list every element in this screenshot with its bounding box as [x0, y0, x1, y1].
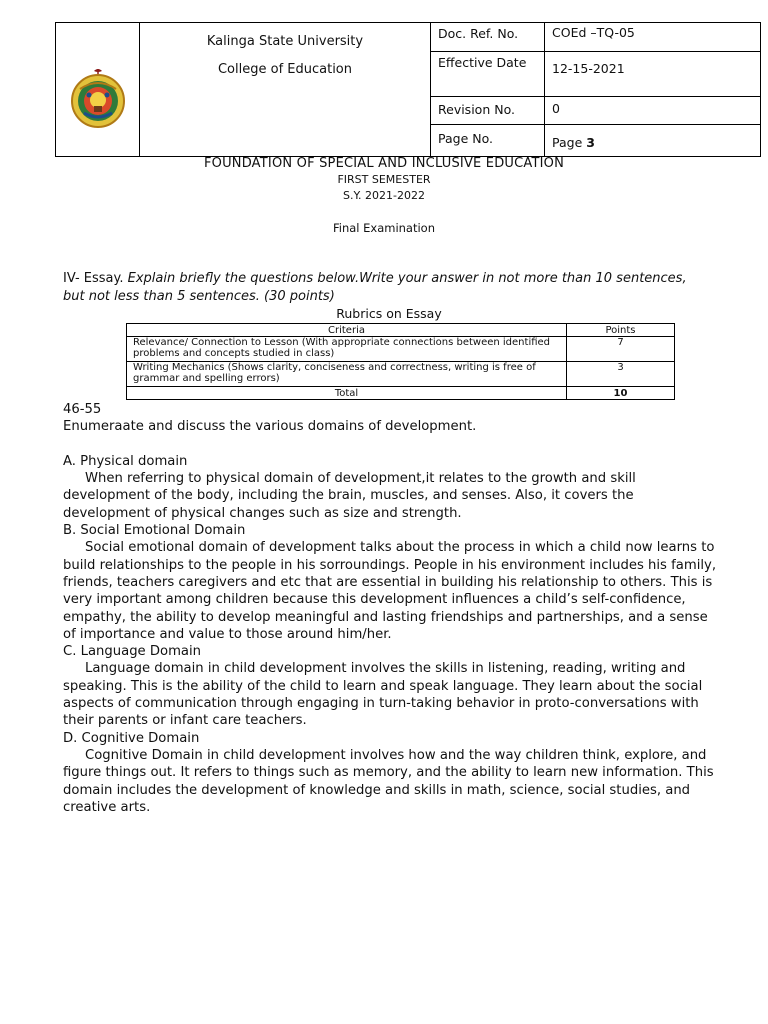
section-heading: B. Social Emotional Domain — [63, 523, 246, 539]
section-text: Language domain in child development involves the skills in listening, reading, writing and speaking. This is the ability of the child to learn and speak language. They learn about the social aspects of communication through engaging in turn-taking behavior in proto-conversations with their parents or infant care teachers. — [63, 661, 703, 729]
course-title: FOUNDATION OF SPECIAL AND INCLUSIVE EDUCATION — [203, 156, 565, 171]
criteria-desc: (Shows clarity, conciseness and correctness, writing is free of grammar and spelling errors) — [133, 362, 536, 384]
exam-type: Final Examination — [332, 221, 436, 235]
rubric-header-points: Points — [567, 324, 675, 337]
rubric-table — [126, 323, 675, 400]
rubric-total-points: 10 — [567, 387, 675, 400]
item-range: 46-55 — [63, 402, 102, 417]
school-year: S.Y. 2021-2022 — [343, 189, 425, 202]
criteria-desc: (With appropriate connections between identified problems and concepts studied in class) — [133, 337, 551, 359]
university-name: Kalinga State University — [206, 34, 364, 49]
section-heading: D. Cognitive Domain — [63, 730, 200, 746]
page-word: Page — [552, 135, 583, 150]
essay-instruction — [63, 270, 703, 306]
criteria-name: Relevance/ Connection to Lesson — [133, 337, 299, 348]
college-name: College of Education — [217, 62, 353, 77]
doc-ref-label: Doc. Ref. No. — [431, 23, 545, 52]
section-text: Social emotional domain of development talks about the process in which a child now learns to build relationships to the people in his sorroundings. People in his environment includes his family, friends, teachers caregivers and etc that are essential in building his relationship to others. This is very important among children because this development influences a child’s self-confidence, empathy, the ability to develop meaningful and lasting friendships and partnerships, and a sense of importance and value to those around him/her. — [63, 540, 717, 642]
rubric-row — [127, 362, 675, 387]
instruction-text: Explain briefly the questions below.Write your answer in not more than 10 sentences, but not less than 5 sentences. (30 points) — [63, 271, 687, 304]
logo-cell — [56, 23, 140, 157]
page-no-value — [545, 125, 761, 157]
page-no-label: Page No. — [431, 125, 545, 157]
question: Enumeraate and discuss the various domains of development. — [63, 419, 477, 435]
document-header-table — [55, 22, 761, 157]
section-heading: A. Physical domain — [63, 453, 188, 469]
instruction-lead: IV- Essay. — [63, 271, 124, 286]
rubric-total-label: Total — [127, 387, 567, 400]
criteria-name: Writing Mechanics — [133, 362, 225, 373]
effective-date-label: Effective Date — [431, 52, 545, 97]
university-seal-icon — [56, 23, 139, 157]
answer-body — [63, 401, 723, 816]
rubric-title: Rubrics on Essay — [336, 306, 442, 321]
rubric-header-criteria: Criteria — [127, 324, 567, 337]
institution-cell — [140, 23, 431, 157]
effective-date-value: 12-15-2021 — [545, 52, 761, 97]
section-text: Cognitive Domain in child development involves how and the way children think, explore, and figure things out. It refers to things such as memory, and the ability to learn new information. This domain includes the development of knowledge and skills in math, science, social studies, and creative arts. — [63, 747, 714, 815]
rubric-row — [127, 337, 675, 362]
revision-value: 0 — [545, 97, 761, 125]
section-heading: C. Language Domain — [63, 644, 202, 660]
page-number: 3 — [586, 135, 595, 150]
criteria-points: 7 — [567, 337, 675, 362]
revision-label: Revision No. — [431, 97, 545, 125]
section-text: When referring to physical domain of development,it relates to the growth and skill development of the body, including the brain, muscles, and senses. Also, it covers the development of physical changes such as size and strength. — [63, 471, 636, 521]
doc-ref-value: COEd –TQ-05 — [545, 23, 761, 52]
criteria-points: 3 — [567, 362, 675, 387]
semester: FIRST SEMESTER — [337, 173, 431, 186]
